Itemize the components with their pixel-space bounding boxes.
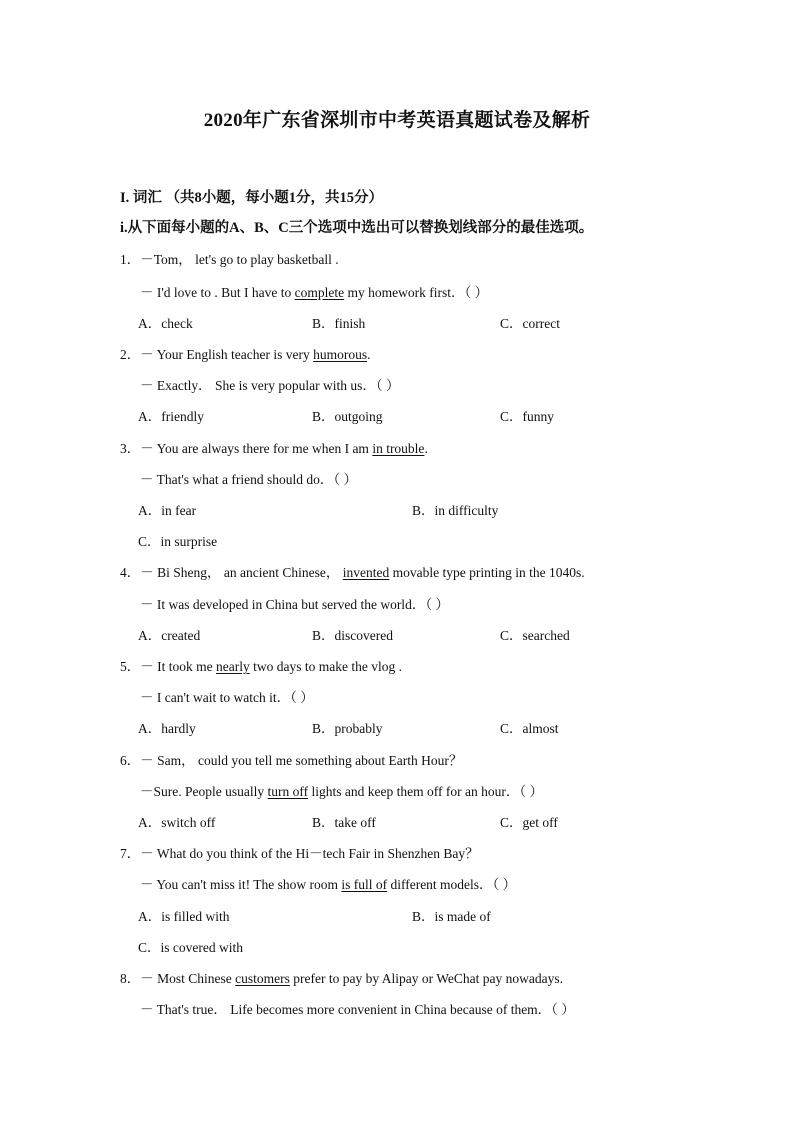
question-text: － You can't miss it! The show room: [140, 877, 342, 892]
question-7-option-b: B．is made of: [412, 909, 491, 924]
underlined-word: nearly: [216, 659, 250, 674]
question-text: 7．－ What do you think of the Hi－tech Fair in Shenzhen Bay？: [120, 846, 479, 861]
document-title: 2020年广东省深圳市中考英语真题试卷及解析: [203, 110, 591, 131]
question-3-reply: [140, 468, 357, 488]
question-text: 1．－Tom， let's go to play basketball .: [120, 252, 339, 267]
question-5-option-b: B．probably: [312, 721, 383, 736]
question-text: －Sure. People usually: [140, 784, 268, 799]
question-text: 4．－ Bi Sheng， an ancient Chinese，: [120, 565, 343, 580]
question-7-option-a: A．is filled with: [138, 909, 230, 924]
question-2-option-a: A．friendly: [138, 409, 204, 424]
question-3-option-b: B．in difficulty: [412, 503, 499, 518]
underlined-word: complete: [294, 285, 345, 300]
question-3-stem: [120, 437, 428, 457]
question-text: － Exactly． She is very popular with us．（ ）: [140, 378, 400, 393]
question-6-reply: [140, 780, 543, 800]
question-text: my homework first．（ ）: [344, 285, 489, 300]
question-7-reply: [140, 873, 516, 893]
question-2-option-b: B．outgoing: [312, 409, 383, 424]
underlined-word: in trouble: [372, 441, 425, 456]
question-text: 6．－ Sam， could you tell me something about Earth Hour？: [120, 753, 463, 768]
question-text: － It was developed in China but served the world．（ ）: [140, 597, 449, 612]
question-6-option-b: B．take off: [312, 815, 376, 830]
question-1-reply: [140, 281, 488, 301]
underlined-word: invented: [342, 565, 390, 580]
question-4-option-b: B．discovered: [312, 628, 393, 643]
question-1-option-b: B．finish: [312, 316, 366, 331]
question-4-option-a: A．created: [138, 628, 201, 643]
question-4-stem: [120, 561, 585, 581]
question-4-reply: [140, 593, 449, 613]
question-text: － That's true． Life becomes more convenient in China because of them．（ ）: [140, 1002, 575, 1017]
question-1-option-c: C．correct: [500, 316, 560, 331]
question-text: 8．－ Most Chinese: [120, 971, 236, 986]
question-text: different models．（ ）: [387, 877, 517, 892]
question-3-option-a: A．in fear: [138, 503, 197, 518]
question-7-stem: [120, 842, 479, 862]
section-instruction: i.从下面每小题的A、B、C三个选项中选出可以替换划线部分的最佳选项。: [120, 220, 594, 236]
question-5-reply: [140, 686, 314, 706]
question-8-reply: [140, 998, 575, 1018]
question-1-option-a: A．check: [138, 316, 193, 331]
question-text: .: [367, 347, 371, 362]
question-1-stem: [120, 248, 339, 268]
question-text: prefer to pay by Alipay or WeChat pay nowadays.: [289, 971, 563, 986]
section-heading: I. 词汇 （共8小题，每小题1分，共15分）: [120, 190, 384, 206]
question-3-option-c: C．in surprise: [138, 534, 218, 549]
question-text: 3．－ You are always there for me when I am: [120, 441, 373, 456]
question-2-option-c: C．funny: [500, 409, 554, 424]
question-text: － That's what a friend should do．（ ）: [140, 472, 358, 487]
question-5-stem: [120, 655, 402, 675]
question-2-stem: [120, 343, 370, 363]
question-text: lights and keep them off for an hour．（ ）: [308, 784, 543, 799]
question-text: 2．－ Your English teacher is very: [120, 347, 314, 362]
underlined-word: turn off: [267, 784, 309, 799]
question-text: .: [424, 441, 428, 456]
question-4-option-c: C．searched: [500, 628, 570, 643]
question-7-option-c: C．is covered with: [138, 940, 243, 955]
question-5-option-c: C．almost: [500, 721, 559, 736]
question-text: movable type printing in the 1040s.: [389, 565, 585, 580]
underlined-word: is full of: [341, 877, 388, 892]
underlined-word: humorous: [313, 347, 368, 362]
question-5-option-a: A．hardly: [138, 721, 196, 736]
question-8-stem: [120, 967, 563, 987]
question-6-stem: [120, 749, 462, 769]
question-6-option-a: A．switch off: [138, 815, 216, 830]
question-text: － I can't wait to watch it．（ ）: [140, 690, 314, 705]
question-2-reply: [140, 374, 399, 394]
question-text: two days to make the vlog .: [249, 659, 402, 674]
question-text: － I'd love to . But I have to: [140, 285, 295, 300]
underlined-word: customers: [235, 971, 290, 986]
question-6-option-c: C．get off: [500, 815, 558, 830]
question-text: 5．－ It took me: [120, 659, 216, 674]
